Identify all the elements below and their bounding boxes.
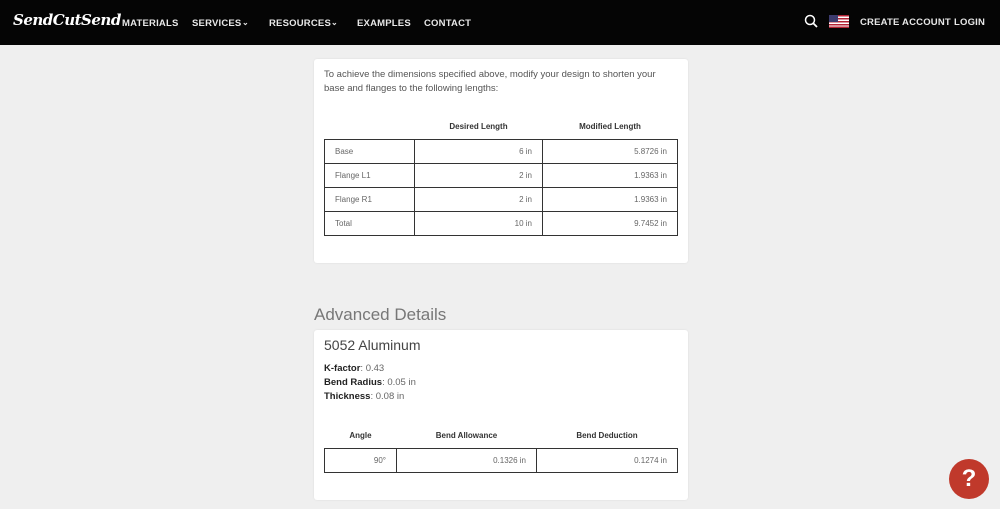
col-header: Desired Length bbox=[449, 122, 508, 131]
col-header: Bend Allowance bbox=[435, 431, 498, 440]
col-header: Bend Deduction bbox=[576, 431, 638, 440]
nav-services[interactable]: SERVICES bbox=[192, 18, 242, 29]
table-row bbox=[325, 212, 678, 236]
cell: 2 in bbox=[415, 164, 543, 188]
material-props bbox=[324, 362, 416, 404]
prop-value: : 0.05 in bbox=[382, 377, 416, 388]
cell: 1.9363 in bbox=[543, 164, 678, 188]
help-button[interactable]: ? bbox=[949, 459, 989, 499]
login-link[interactable]: LOGIN bbox=[954, 17, 986, 28]
prop-label: Thickness bbox=[324, 391, 371, 402]
cell: 0.1326 in bbox=[397, 449, 537, 473]
prop-value: : 0.43 bbox=[360, 363, 385, 374]
prop-label: K-factor bbox=[324, 363, 361, 374]
col-header: Modified Length bbox=[579, 122, 641, 131]
cell: Base bbox=[325, 140, 415, 164]
table-row bbox=[325, 188, 678, 212]
chevron-down-icon[interactable]: ⌄ bbox=[331, 18, 338, 27]
table-row bbox=[325, 164, 678, 188]
logo[interactable]: SendCutSend bbox=[13, 11, 121, 29]
advanced-details-card bbox=[314, 330, 688, 500]
create-account-link[interactable]: CREATE ACCOUNT bbox=[860, 17, 951, 28]
cell: 9.7452 in bbox=[543, 212, 678, 236]
cell: 10 in bbox=[415, 212, 543, 236]
advanced-details-heading: Advanced Details bbox=[314, 305, 447, 324]
col-header: Angle bbox=[349, 431, 372, 440]
cell: Flange R1 bbox=[325, 188, 415, 212]
nav-resources[interactable]: RESOURCES bbox=[269, 18, 331, 29]
nav-materials[interactable]: MATERIALS bbox=[122, 18, 179, 29]
chevron-down-icon[interactable]: ⌄ bbox=[242, 18, 249, 27]
cell: 0.1274 in bbox=[537, 449, 678, 473]
search-icon[interactable] bbox=[804, 14, 818, 28]
cell: 90° bbox=[325, 449, 397, 473]
cell: 1.9363 in bbox=[543, 188, 678, 212]
nav-examples[interactable]: EXAMPLES bbox=[357, 18, 411, 29]
cell: 2 in bbox=[415, 188, 543, 212]
cell: 6 in bbox=[415, 140, 543, 164]
top-nav bbox=[0, 0, 1000, 45]
table-row bbox=[325, 449, 678, 473]
nav-contact[interactable]: CONTACT bbox=[424, 18, 472, 29]
prop-value: : 0.08 in bbox=[370, 391, 405, 402]
cell: Flange L1 bbox=[325, 164, 415, 188]
intro-text: To achieve the dimensions specified above, modify your design to shorten your base and flanges to the following lengths: bbox=[324, 69, 656, 94]
modified-lengths-card bbox=[314, 59, 688, 263]
cell: 5.8726 in bbox=[543, 140, 678, 164]
bend-table bbox=[324, 431, 678, 473]
lengths-table bbox=[324, 122, 678, 236]
us-flag-icon[interactable] bbox=[829, 15, 849, 28]
cell: Total bbox=[325, 212, 415, 236]
table-row bbox=[325, 140, 678, 164]
material-name: 5052 Aluminum bbox=[324, 337, 421, 353]
prop-label: Bend Radius bbox=[324, 377, 383, 388]
